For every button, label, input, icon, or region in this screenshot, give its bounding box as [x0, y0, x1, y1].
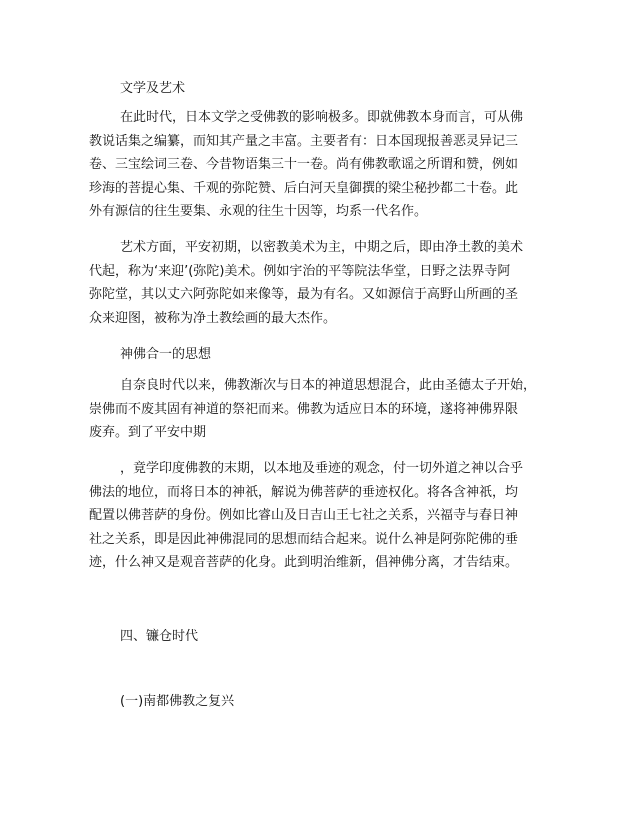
section-heading-literature-art: 文学及艺术 — [120, 81, 186, 96]
text-line: 外有源信的往生要集、永观的往生十因等，均系一代名作。 — [89, 204, 428, 219]
text-line: 艺术方面，平安初期，以密教美术为主，中期之后，即由净土教的美术 — [120, 240, 524, 255]
paragraph-literature — [89, 106, 559, 224]
text-line: 社之关系，即是因此神佛混同的思想而结合起来。说什么神是阿弥陀佛的垂 — [89, 531, 519, 547]
section-heading-shinbutsu: 神佛合一的思想 — [120, 347, 212, 362]
paragraph-honji-suijaku — [89, 457, 559, 575]
text-line: 废弃。到了平安中期 — [89, 425, 207, 440]
paragraph-art — [89, 236, 559, 330]
text-line: 佛法的地位，而将日本的神祇，解说为佛菩萨的垂迹权化。将各含神祇，均 — [89, 484, 519, 500]
text-line: 珍海的菩提心集、千观的弥陀赞、后白河天皇御撰的梁尘秘抄都二十卷。此 — [89, 180, 519, 196]
text-line: 配置以佛菩萨的身份。例如比睿山及日吉山王七社之关系，兴福寺与春日神 — [89, 508, 519, 523]
section-heading-kamakura: 四、镰仓时代 — [120, 629, 199, 644]
text-line: 教说话集之编纂，而知其产量之丰富。主要者有：日本国现报善恶灵异记三 — [89, 133, 519, 149]
text-line: ，竟学印度佛教的末期，以本地及垂迹的观念，付一切外道之神以合乎 — [120, 461, 524, 476]
text-line: 崇佛而不废其固有神道的祭祀而来。佛教为适应日本的环境，遂将神佛界限 — [89, 401, 519, 417]
text-line: 迹，什么神又是观音菩萨的化身。此到明治维新，倡神佛分离，才告结束。 — [89, 555, 519, 570]
text-line: 众来迎图，被称为净土教绘画的最大杰作。 — [89, 310, 337, 326]
text-line: 弥陀堂，其以丈六阿弥陀如来像等，最为有名。又如源信于高野山所画的圣 — [89, 287, 519, 302]
section-heading-nanto-revival: (一)南都佛教之复兴 — [120, 694, 235, 709]
text-line: 在此时代，日本文学之受佛教的影响极多。即就佛教本身而言，可从佛 — [120, 110, 524, 125]
text-line: 卷、三宝绘词三卷、今昔物语集三十一卷。尚有佛教歌谣之所谓和赞，例如 — [89, 157, 519, 172]
text-line: 自奈良时代以来，佛教渐次与日本的神道思想混合，此由圣德太子开始， — [120, 378, 537, 393]
text-line: 代起，称为‘来迎’(弥陀)美术。例如宇治的平等院法华堂，日野之法界寺阿 — [89, 263, 511, 279]
paragraph-shinbutsu-origin — [89, 374, 559, 445]
